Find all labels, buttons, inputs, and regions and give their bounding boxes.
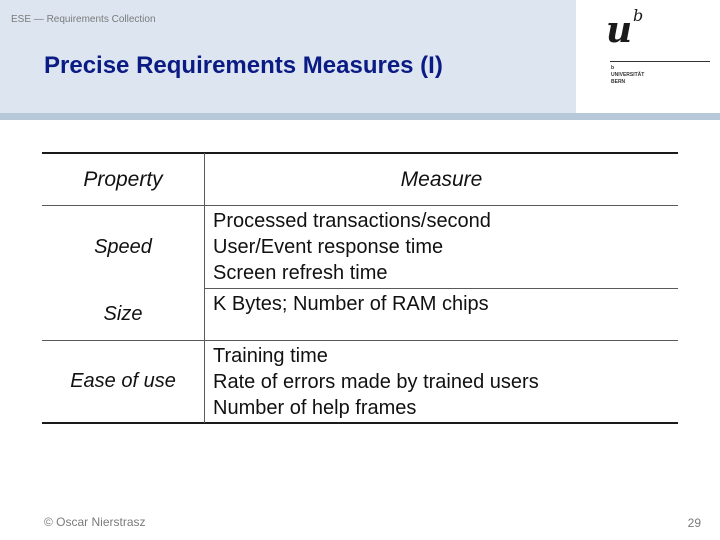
measure-line: Screen refresh time [213, 262, 388, 284]
table-row-rule [205, 288, 678, 289]
logo-line-b: b [611, 65, 615, 71]
logo-letter-b: b [633, 6, 644, 25]
measure-line: Rate of errors made by trained users [213, 371, 539, 393]
table-cell-property: Speed [94, 236, 152, 258]
breadcrumb: ESE — Requirements Collection [11, 14, 156, 25]
measure-line: User/Event response time [213, 236, 444, 258]
measure-line: Number of help frames [213, 397, 417, 419]
logo-letter-u: u [606, 9, 633, 51]
table-column-divider [204, 153, 205, 423]
logo-divider [610, 61, 710, 62]
table-cell-measure [213, 291, 489, 317]
logo-area [576, 0, 720, 113]
table-cell-property: Size [103, 303, 143, 325]
table-header-rule [42, 205, 678, 206]
table-row-rule [42, 340, 678, 341]
header-stripe [0, 113, 720, 120]
measure-line: Processed transactions/second [213, 210, 491, 232]
table-cell-measure [213, 343, 539, 421]
footer-copyright: © Oscar Nierstrasz [44, 515, 146, 529]
column-header-measure: Measure [400, 168, 483, 191]
table-bottom-rule [42, 422, 678, 424]
table-cell-measure [213, 208, 491, 286]
logo-line-bern: BERN [611, 79, 626, 85]
column-header-property: Property [83, 168, 163, 191]
table-top-rule [42, 152, 678, 154]
measure-line: Training time [213, 345, 328, 367]
slide-title: Precise Requirements Measures (I) [44, 52, 443, 79]
logo-wordmark [611, 65, 644, 86]
page-number: 29 [687, 516, 701, 530]
measure-line: K Bytes; Number of RAM chips [213, 293, 489, 315]
table-cell-property: Ease of use [70, 370, 176, 392]
logo-line-universitat: UNIVERSITÄT [611, 72, 645, 78]
